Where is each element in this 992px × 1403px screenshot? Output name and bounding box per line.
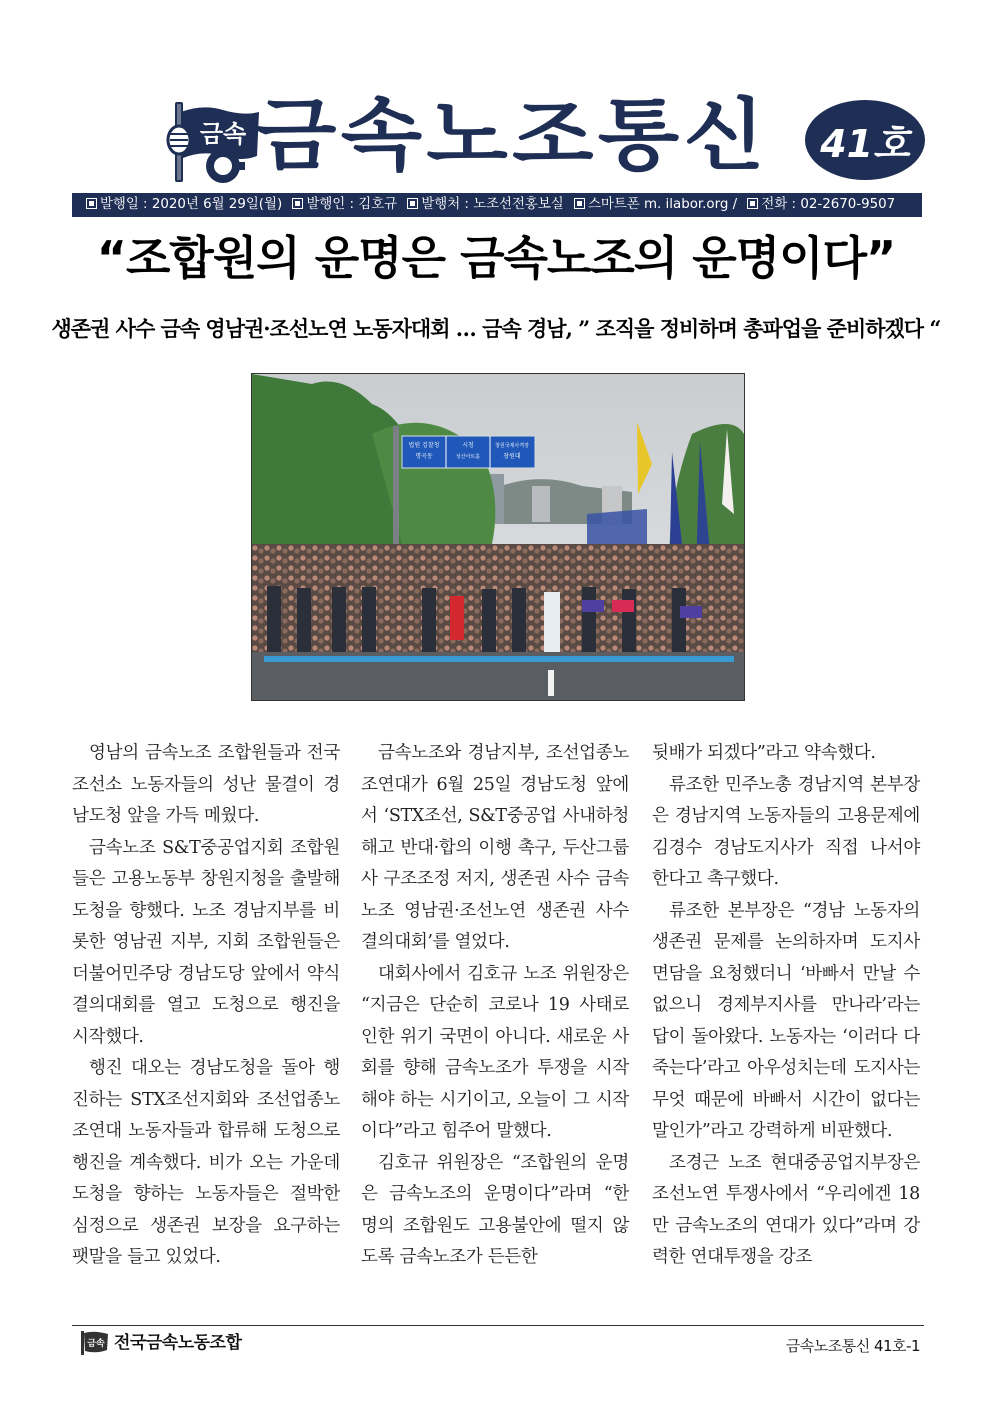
sign-text: 창원국제사격장 (495, 443, 529, 449)
footer-divider (72, 1325, 924, 1326)
article-body (72, 738, 924, 1298)
road-sign (402, 436, 535, 468)
article-column-3 (652, 738, 920, 1274)
issue-number-badge: 41호 (805, 100, 925, 180)
sign-text: 창원대 (503, 453, 521, 460)
issuer: 발행처 : 노조선전홍보실 (421, 197, 564, 212)
publisher: 발행인 : 김호규 (306, 197, 398, 212)
paragraph: 행진 대오는 경남도청을 돌아 행진하는 STX조선지회와 조선업종노조연대 노동자들과 합류해 도청으로 행진을 계속했다. 비가 오는 가운데 도청을 향하는 노동자들은 절박한 심정으로 생존권 보장을 요구하는 팻말을 들고 있었다. (72, 1058, 340, 1267)
rally-photo (251, 373, 745, 701)
building (532, 486, 550, 522)
info-item-phone (747, 197, 895, 212)
protest-sign (680, 606, 702, 618)
lane-marking (548, 670, 554, 696)
crowd (252, 544, 744, 654)
article-column-1 (72, 738, 340, 1274)
square-bullet-icon (747, 198, 758, 209)
paragraph: 류조한 본부장은 “경남 노동자의 생존권 문제를 논의하자며 도지사 면담을 요청했더니 ‘바빠서 만날 수 없으니 경제부지사를 만나라’라는 답이 돌아왔다. 노동자는 ‘이러다 다 죽는다’라고 아우성치는데 도지사는 무엇 때문에 바빠서 시간이 없다는 말인가”라고 강력하게 비판했다. (652, 900, 920, 1141)
logo-text: 금속 (199, 120, 247, 148)
square-bullet-icon (292, 198, 303, 209)
union-logo-icon (78, 1330, 110, 1356)
raincoat-person (544, 592, 560, 652)
front-banner (264, 656, 734, 662)
phone-number: 전화 : 02-2670-9507 (761, 197, 896, 212)
article-subheadline: 생존권 사수 금속 영남권·조선노연 노동자대회 … 금속 경남, ” 조직을 정비하며 총파업을 준비하겠다 “ (51, 316, 941, 341)
info-item-date (86, 197, 282, 212)
organization-name: 전국금속노동조합 (114, 1333, 242, 1353)
paragraph: 조경근 노조 현대중공업지부장은 조선노연 투쟁사에서 “우리에겐 18만 금속노조의 연대가 있다”라며 강력한 연대투쟁을 강조 (652, 1152, 920, 1267)
paragraph: 김호규 위원장은 “조합원의 운명은 금속노조의 운명이다”라며 “한 명의 조합원도 고용불안에 떨지 않도록 금속노조가 든든한 (361, 1152, 629, 1267)
paragraph-continued: 뒷배가 되겠다”라고 약속했다. (652, 743, 876, 763)
article-column-2 (361, 738, 629, 1274)
paragraph: 금속노조 S&T중공업지회 조합원들은 고용노동부 창원지청을 출발해 도청을 향했다. 노조 경남지부를 비롯한 영남권 지부, 지회 조합원들은 더불어민주당 경남도당 앞에서 약식 결의대회를 열고 도청으로 행진을 시작했다. (72, 837, 340, 1047)
info-item-publisher (292, 197, 397, 212)
publication-info-bar (72, 193, 922, 217)
paragraph: 금속노조와 경남지부, 조선업종노조연대가 6월 25일 경남도청 앞에서 ‘STX조선, S&T중공업 사내하청 해고 반대·합의 이행 촉구, 두산그룹사 구조조정 저지, 생존권 사수 금속노조 영남권·조선노연 생존권 사수 결의대회’를 열었다. (361, 743, 629, 952)
article-headline: “조합원의 운명은 금속노조의 운명이다” (96, 231, 896, 285)
paragraph: 영남의 금속노조 조합원들과 전국 조선소 노동자들의 성난 물결이 경남도청 앞을 가득 메웠다. (72, 743, 340, 826)
protest-sign (612, 600, 634, 612)
sign-text: 명곡동 (415, 453, 433, 460)
publish-date: 발행일 : 2020년 6월 29일(월) (100, 197, 283, 212)
footer-logo-text: 금속 (87, 1339, 105, 1349)
masthead (155, 92, 925, 192)
info-item-mobile (574, 197, 737, 212)
page-label: 금속노조통신 41호-1 (785, 1337, 920, 1355)
rally-photo-illustration (252, 374, 744, 700)
paragraph: 대회사에서 김호규 노조 위원장은 “지금은 단순히 코로나 19 사태로 인한 위기 국면이 아니다. 새로운 사회를 향해 금속노조가 투쟁을 시작해야 하는 시기이고, 오늘이 그 시작이다”라고 힘주어 말했다. (361, 963, 629, 1141)
newsletter-title: 금속노조통신 (255, 91, 770, 181)
square-bullet-icon (86, 198, 97, 209)
square-bullet-icon (407, 198, 418, 209)
square-bullet-icon (574, 198, 585, 209)
protest-sign (582, 600, 604, 612)
red-vest-person (450, 596, 464, 640)
union-flag-logo-icon (163, 98, 263, 186)
sign-text: 성산아트홀 (455, 454, 481, 460)
sign-text: 시청 (462, 442, 474, 449)
paragraph: 류조한 민주노총 경남지역 본부장은 경남지역 노동자들의 고용문제에 김경수 경남도지사가 직접 나서야 한다고 촉구했다. (652, 774, 920, 889)
info-item-issuer (407, 197, 563, 212)
sign-text: 법원 검찰청 (408, 442, 440, 449)
mobile-site-link[interactable]: 스마트폰 m. ilabor.org / (588, 197, 738, 212)
